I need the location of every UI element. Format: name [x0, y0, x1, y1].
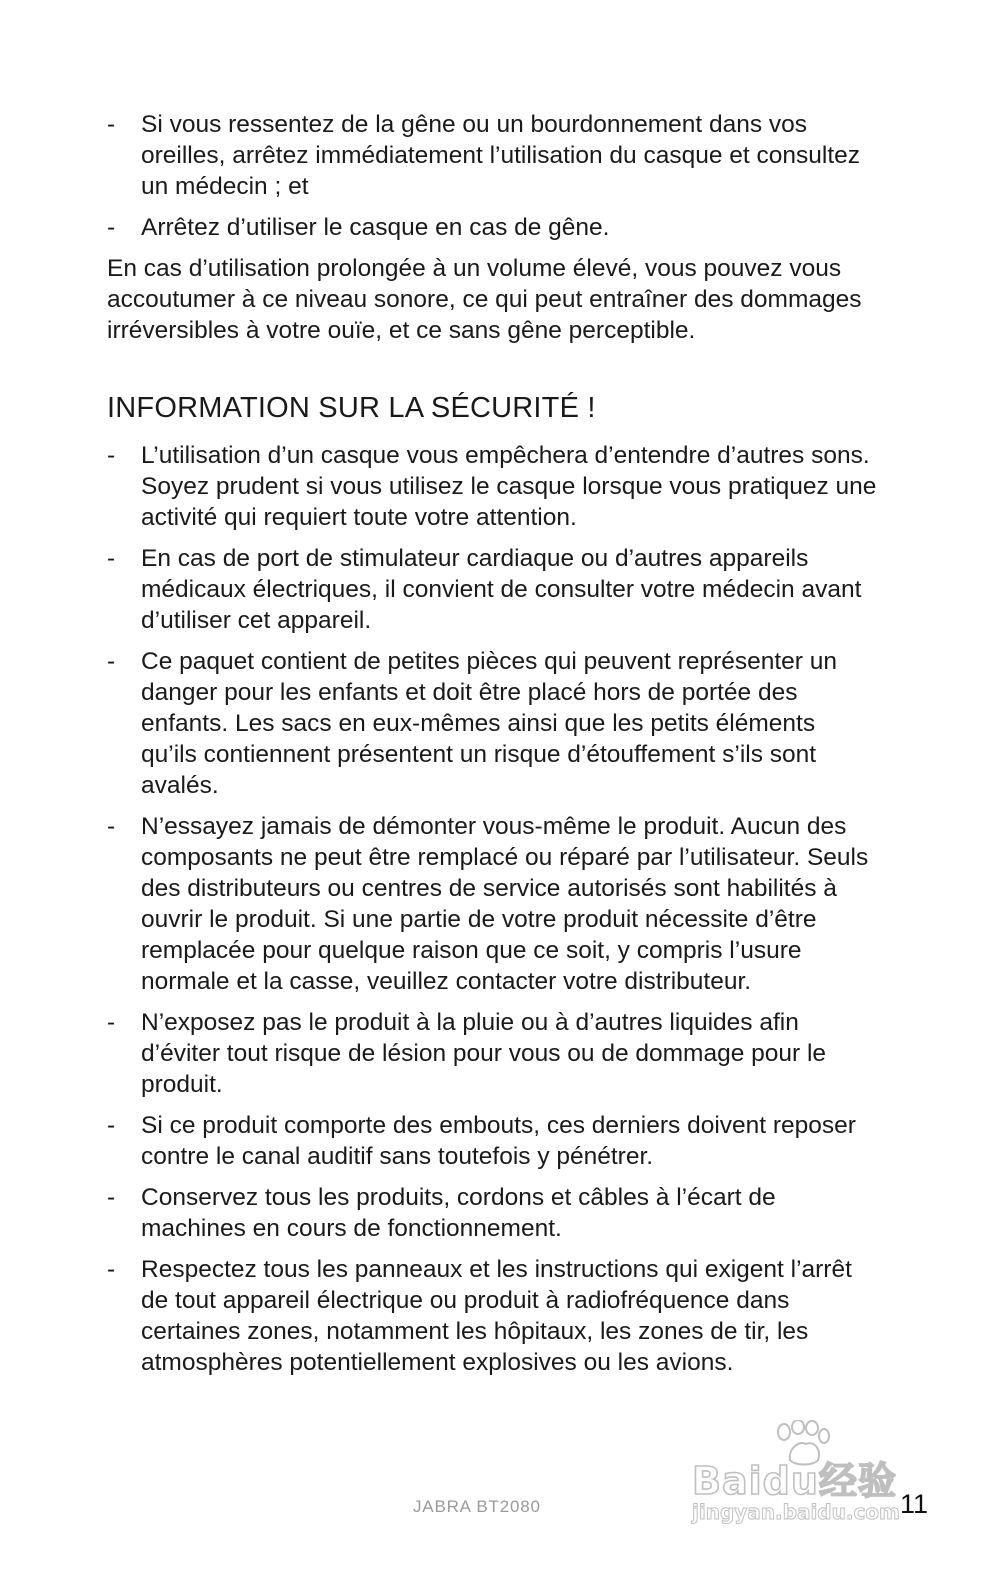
intro-paragraph: En cas d’utilisation prolongée à un volume élevé, vous pouvez vous accoutumer à ce niveau sonore, ce qui peut entraîner des dommages irréversibles à votre ouïe, et ce sans gêne perceptible. — [107, 255, 862, 344]
page-number: 11 — [900, 1489, 929, 1519]
bullet-dash: - — [107, 214, 116, 241]
bullet-dash: - — [107, 442, 116, 469]
bullet-dash: - — [107, 1009, 116, 1036]
list-item — [107, 646, 877, 801]
list-item-text: Arrêtez d’utiliser le casque en cas de gêne. — [141, 214, 610, 241]
watermark-brand: Baidu经验 — [692, 1459, 897, 1503]
list-item-text: N’essayez jamais de démonter vous-même le produit. Aucun des composants ne peut être remplacé ou réparé par l’utilisateur. Seuls des distributeurs ou centres de service autorisés sont habilités à ouvrir le produit. Si une partie de votre produit nécessite d’être remplacée pour quelque raison que ce soit, y compris l’usure normale et la casse, veuillez contacter votre distributeur. — [141, 813, 869, 995]
list-item — [107, 811, 877, 997]
bullet-dash: - — [107, 1184, 116, 1211]
bullet-dash: - — [107, 111, 116, 138]
list-item — [107, 440, 877, 533]
list-item — [107, 543, 877, 636]
list-item-text: N’exposez pas le produit à la pluie ou à d’autres liquides afin d’éviter tout risque de lésion pour vous ou de dommage pour le produit. — [141, 1009, 827, 1098]
list-item-text: Respectez tous les panneaux et les instructions qui exigent l’arrêt de tout appareil électrique ou produit à radiofréquence dans certaines zones, notamment les hôpitaux, les zones de tir, les atmosphères potentiellement explosives ou les avions. — [141, 1256, 852, 1376]
watermark-url: jingyan.baidu.com — [692, 1500, 900, 1524]
bullet-dash: - — [107, 648, 116, 675]
list-item-text: Si vous ressentez de la gêne ou un bourdonnement dans vos oreilles, arrêtez immédiatement l’utilisation du casque et consultez un médecin ; et — [141, 111, 861, 200]
intro-list — [107, 109, 877, 253]
list-item — [107, 109, 877, 202]
list-item — [107, 1110, 877, 1172]
list-item-text: Ce paquet contient de petites pièces qui peuvent représenter un danger pour les enfants et doit être placé hors de portée des enfants. Les sacs en eux-mêmes ainsi que les petits éléments qu’ils contiennent présentent un risque d’étouffement s’ils sont avalés. — [141, 648, 838, 799]
bullet-dash: - — [107, 1256, 116, 1283]
list-item — [107, 1007, 877, 1100]
bullet-dash: - — [107, 813, 116, 840]
list-item-text: En cas de port de stimulateur cardiaque ou d’autres appareils médicaux électriques, il convient de consulter votre médecin avant d’utiliser cet appareil. — [141, 545, 862, 634]
list-item-text: Conservez tous les produits, cordons et câbles à l’écart de machines en cours de fonctionnement. — [141, 1184, 776, 1242]
section-heading: INFORMATION SUR LA SÉCURITÉ ! — [107, 392, 596, 424]
list-item-text: Si ce produit comporte des embouts, ces derniers doivent reposer contre le canal auditif sans toutefois y pénétrer. — [141, 1112, 856, 1170]
list-item — [107, 1182, 877, 1244]
list-item — [107, 212, 877, 243]
bullet-dash: - — [107, 545, 116, 572]
list-item — [107, 1254, 877, 1378]
baidu-watermark — [688, 1420, 920, 1532]
bullet-dash: - — [107, 1112, 116, 1139]
safety-list — [107, 440, 877, 1388]
footer-brand: JABRA BT2080 — [413, 1497, 541, 1516]
list-item-text: L’utilisation d’un casque vous empêchera d’entendre d’autres sons. Soyez prudent si vous utilisez le casque lorsque vous pratiquez une activité qui requiert toute votre attention. — [141, 442, 877, 531]
